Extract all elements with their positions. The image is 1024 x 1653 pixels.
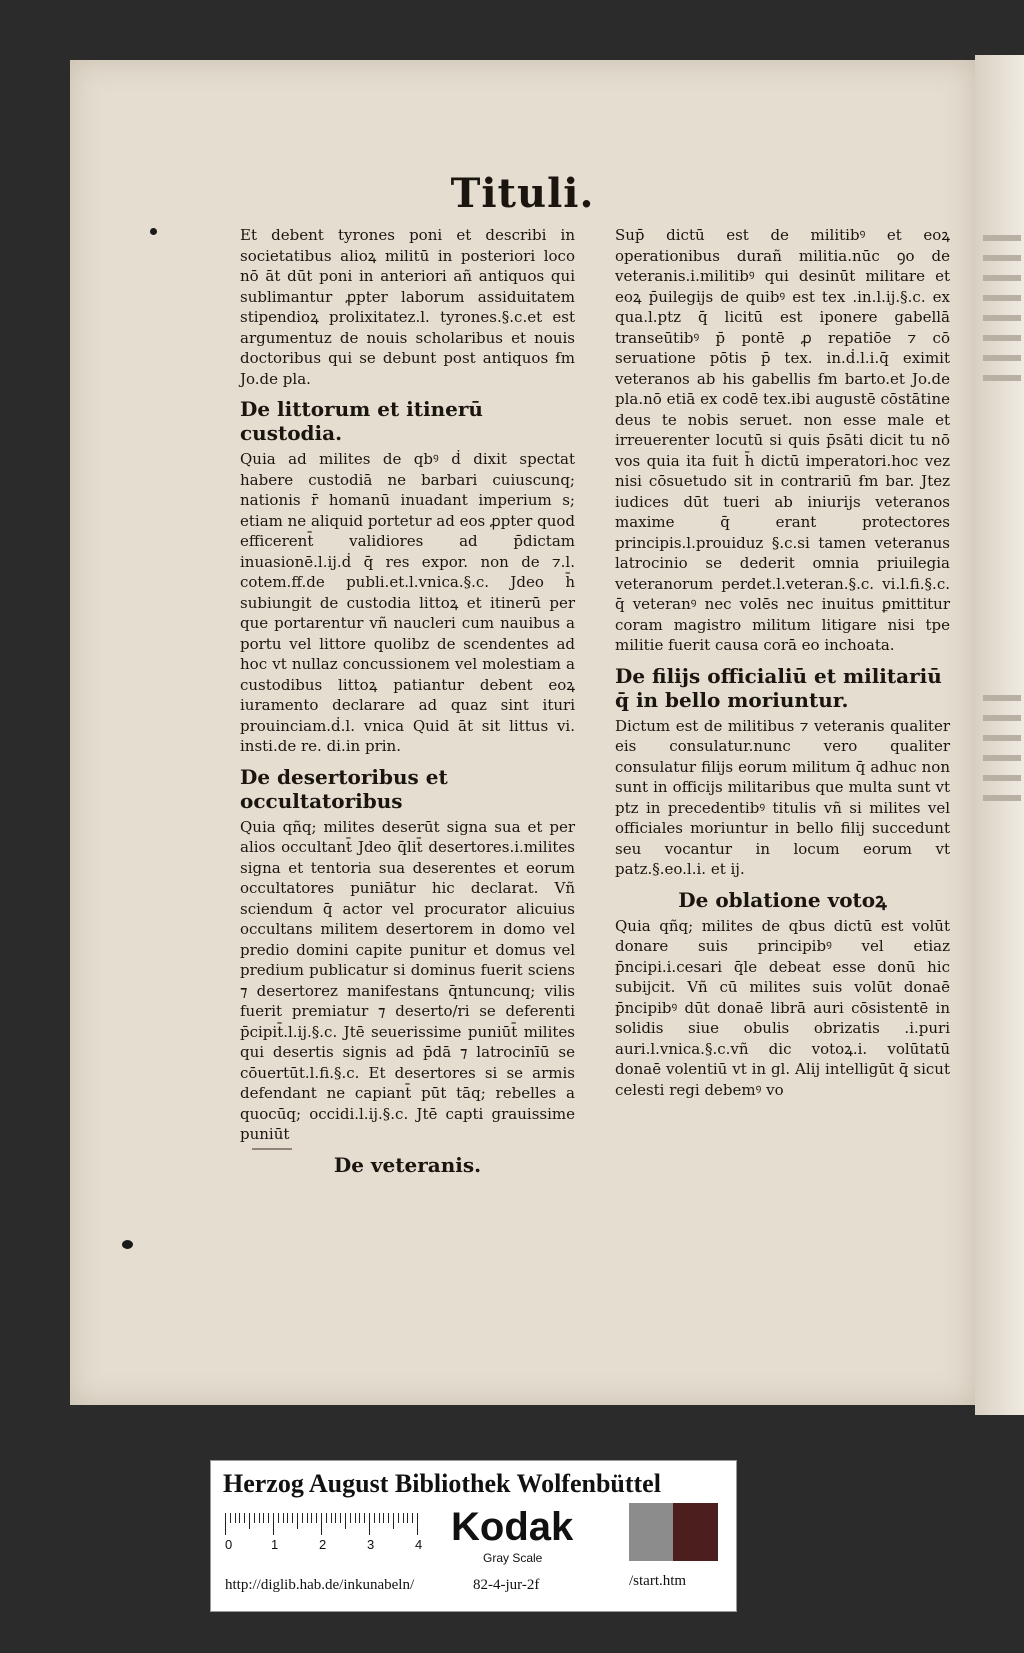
paragraph: Quia ad milites de qbꝰ ḋ dixit spectat habere custodiā ne barbari cuiuscunq; nationis r̄ homanū inuadant imperium s; etiam ne aliquid portetur ad eos ꝓpter quod efficerent̄ validiores ad p̄dictam inuasionē.l.ij.ḋ q̄ res expor. non de ⁊.l. cotem.ff.de publi.et.l.vnica.§.c. Jdeo h̄ subiungit de custodia littoꝝ et itinerū per que portarentur vñ naucleri cum nauibus a portu vel littore quolibz de scendentes ad hoc vt nullaz concussionem vel molestiam a custodibus littoꝝ patiantur debent eoꝝ iuramento declarare ad quaz sint ituri prouinciam.ḋ.l. vnica Quid āt sit littus vi. insti.de re. di.in prin. (240, 450, 575, 755)
page-title: Tituli. (450, 170, 595, 217)
paragraph: Et debent tyrones poni et describi in societatibus alioꝝ militū in posteriori loco nō āt dūt poni in anteriori añ antiquos qui sublimantur ꝓpter laborum assiduitatem stipendioꝝ prolixitatez.l. tyrones.§.c.et est argumentuz de nouis scholaribus et nouis doctoribus qui se debunt post antiquos ẜm Jo.de pla. (240, 226, 575, 388)
section-heading: De littorum et itinerū custodia. (240, 397, 483, 445)
ruler-tick (345, 1513, 346, 1529)
ruler-tick (331, 1513, 332, 1523)
ruler-tick (393, 1513, 394, 1529)
ruler-tick (379, 1513, 380, 1523)
scale-label: 3 (367, 1537, 375, 1552)
ruler-tick (239, 1513, 240, 1523)
ink-dot (150, 228, 157, 235)
ruler-tick (407, 1513, 408, 1523)
kodak-logo: Kodak (451, 1505, 574, 1549)
library-name: Herzog August Bibliothek Wolfenbüttel (223, 1469, 661, 1498)
paragraph: Dictum est de militibus ⁊ veteranis qualiter eis consulatur.nunc vero qualiter consulatur filijs eorum militum q̄ adhuc non sunt in officijs militaribus que multa sunt vt ptz in precedentibꝰ titulis vñ si milites vel officiales moriuntur in bello filij succedunt seu vocantur in locum eorum vt patz.§.eo.l.i. et ij. (615, 716, 950, 878)
ruler-tick (273, 1513, 274, 1535)
ruler-tick (287, 1513, 288, 1523)
ruler-tick (388, 1513, 389, 1523)
paragraph: Sup̄ dictū est de militibꝰ et eoꝝ operationibus durañ militia.nūc ꝯo de veteranis.i.militibꝰ qui desinūt militare et eoꝝ p̄uilegijs de quibꝰ est tex .in.l.ij.§.c. ex qua.l.ptz q̄ licitū est iponere gabellā transeūtibꝰ p̄ pontē ꝓ repatiōe ⁊ cō seruatione pōtis p̄ tex. in.ḋ.l.i.q̄ eximit veteranos ab his gabellis ẜm barto.et Jo.de pla.nō etiā ex codē tex.ibi augustē cōstātine deus te nobis seruet. non esse male et irreuerenter locutū si quis p̄sāti dicit tu nō vos quia ita fuit h̄ dictū imperatori.hoc vez nisi cōsuetudo sit in contrariū ẜm bar. Jtez iudices dūt tueri ab iniurijs veteranos maxime q̄ erant protectores principis.l.prouiduz §.c.si tamen veteranus latrocinio se dederit omnia priuilegia veteranorum perdet.l.veteran.§.c. vi.l.fi.§.c. q̄ veteranꝰ nec volēs nec inuitus ꝑmittitur coram magistro militum litigare nisi tpe militie fuerit causa corā eo inchoata. (615, 226, 950, 654)
paragraph: Quia qñq; milites deserūt signa sua et per alios occultant̄ Jdeo q̄lit̄ desertores.i.milites signa et tentoria sua deserentes et eorum occultatores puniātur hic declarat. Vñ sciendum q̄ actor vel procurator alicuius occultans militem desertorem in domo vel predio domini capite punitur et domus vel predium publicatur si dominus fuerit sciens ⁊ desertorez manifestans q̄ntuncunq; vilis fuerit premiatur ⁊ deserto/ri se deferenti p̄cipit̄.l.ij.§.c. Jtē seuerissime puniūt̄ milites qui desertis signis ad p̄dā ⁊ latrocinīū se cōuertūt.l.fi.§.c. Et desertores si se armis defendant ne capiant̄ pūt tāq; rebelles a quocūq; occidi.l.ij.§.c. Jtē capti grauissime puniūt (240, 817, 575, 1143)
ruler-tick (364, 1513, 365, 1523)
ruler-tick (355, 1513, 356, 1523)
url-suffix: /start.htm (629, 1573, 687, 1589)
ruler-tick (297, 1513, 298, 1529)
ruler-tick (268, 1513, 269, 1523)
ruler-tick (383, 1513, 384, 1523)
ruler-tick (307, 1513, 308, 1523)
ruler-tick (311, 1513, 312, 1523)
ruler-tick (369, 1513, 370, 1535)
ruler-tick (359, 1513, 360, 1523)
paragraph: Quia qñq; milites de qbus dictū est volūt donare suis principibꝰ vel etiaz p̄ncipi.i.cesari q̄le debeat esse donū hic subijcit. Vñ cū milites suis volūt donaē p̄ncipibꝰ dūt donaē librā auri cōsistentē in solidis siue obulis obrizatis .i.puri auri.l.vnica.§.c.vñ dic votoꝝ.i. volūtatū donaē volentiū vt in gl. Alij intelligūt q̄ sicut celesti regi debemꝰ vo (615, 916, 950, 1099)
dark-swatch (673, 1503, 718, 1561)
ruler-tick (340, 1513, 341, 1523)
section-heading: De desertoribus et occultatoribus (240, 764, 448, 813)
ruler-tick (283, 1513, 284, 1523)
ruler-tick (321, 1513, 322, 1535)
ruler-tick (278, 1513, 279, 1523)
scale-ruler (225, 1513, 430, 1535)
ink-dot (122, 1240, 133, 1249)
ruler-tick (403, 1513, 404, 1523)
ruler-tick (412, 1513, 413, 1523)
shelfmark: 82-4-jur-2f (473, 1577, 540, 1593)
scale-label: 0 (225, 1537, 233, 1552)
section-heading: De veteranis. (333, 1152, 482, 1177)
ruler-tick (417, 1513, 418, 1535)
adjacent-page-edge (975, 55, 1024, 1415)
source-url: http://diglib.hab.de/inkunabeln/ (225, 1577, 415, 1593)
ruler-tick (316, 1513, 317, 1523)
ruler-tick (302, 1513, 303, 1523)
section-heading: De oblatione votoꝝ (678, 887, 887, 912)
ruler-tick (225, 1513, 226, 1535)
ruler-tick (263, 1513, 264, 1523)
ruler-tick (254, 1513, 255, 1523)
scan-calibration-card (210, 1460, 737, 1612)
manuscript-page (70, 60, 975, 1405)
scale-label: 1 (271, 1537, 279, 1552)
ruler-tick (230, 1513, 231, 1523)
ruler-tick (326, 1513, 327, 1523)
gray-swatch (629, 1503, 673, 1561)
gray-scale-label: Gray Scale (483, 1551, 543, 1565)
ruler-tick (249, 1513, 250, 1529)
ruler-tick (374, 1513, 375, 1523)
ruler-tick (259, 1513, 260, 1523)
right-column (615, 225, 950, 1106)
ruler-tick (335, 1513, 336, 1523)
ruler-tick (398, 1513, 399, 1523)
section-heading: De filijs officialiū et militariū q̄ in bello moriuntur. (615, 663, 942, 712)
scale-label: 2 (319, 1537, 327, 1552)
ink-mark (252, 1148, 292, 1150)
ruler-tick (292, 1513, 293, 1523)
ruler-tick (235, 1513, 236, 1523)
ruler-tick (350, 1513, 351, 1523)
left-column (240, 225, 575, 1181)
ruler-tick (244, 1513, 245, 1523)
scale-label: 4 (415, 1537, 423, 1552)
